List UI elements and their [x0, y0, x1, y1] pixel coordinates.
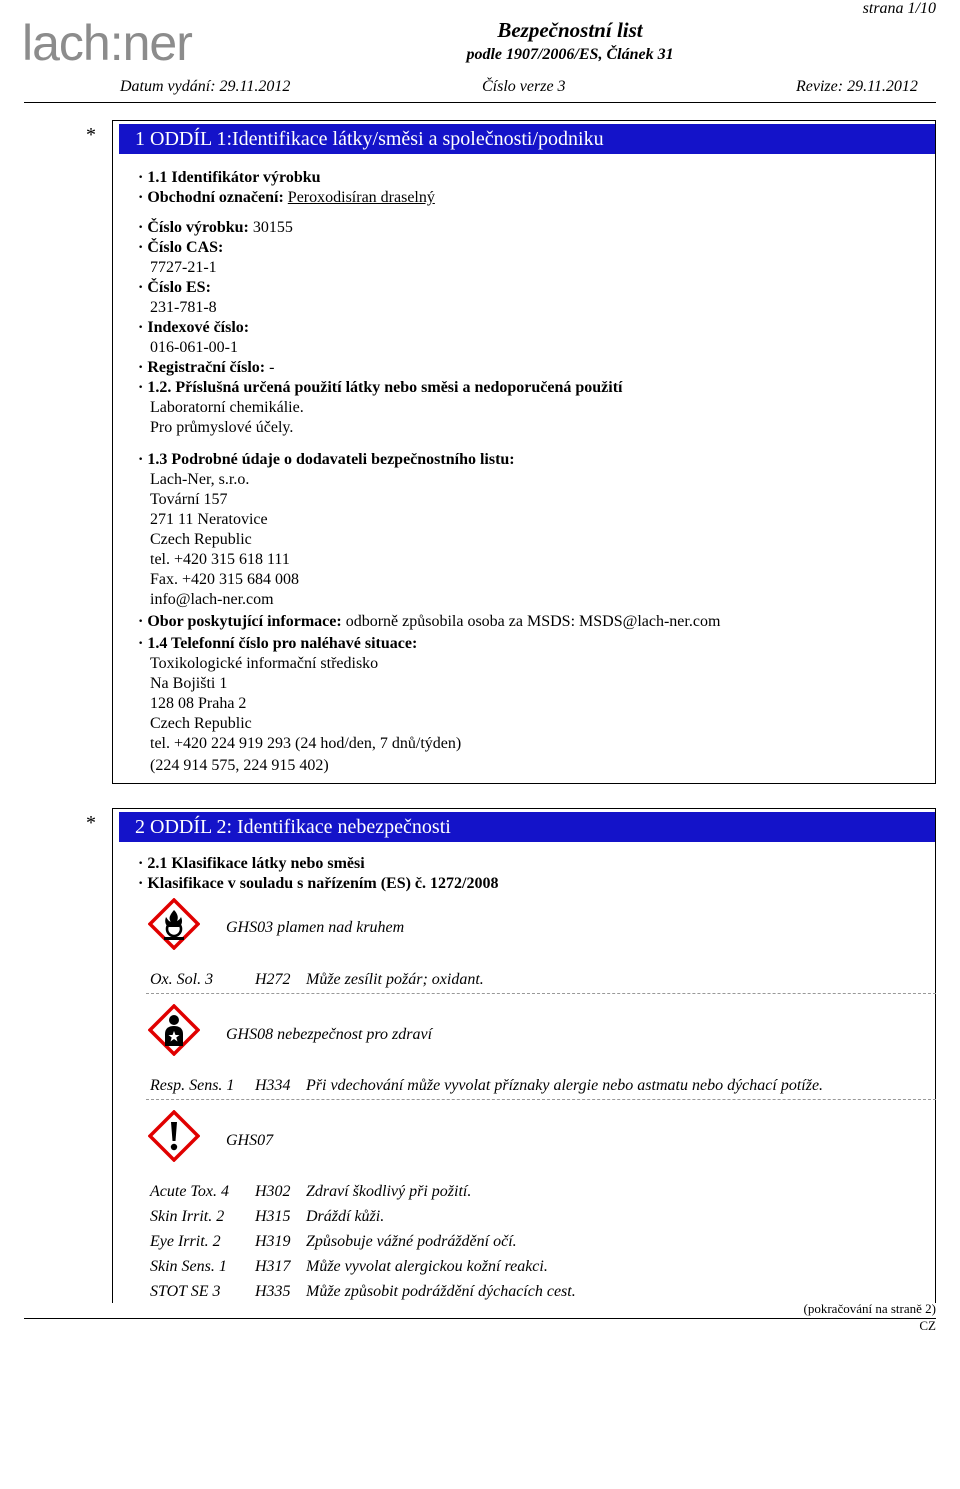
section1-heading: 1 ODDÍL 1:Identifikace látky/směsi a společnosti/podniku	[119, 124, 935, 154]
section1-change-marker: *	[86, 124, 96, 146]
supplier-fax: Fax. +420 315 684 008	[150, 571, 300, 588]
footer-divider	[24, 1318, 936, 1319]
section2-heading: 2 ODDÍL 2: Identifikace nebezpečnosti	[119, 812, 935, 842]
trade-name-label: · Obchodní označení:	[138, 189, 284, 206]
ghs07-row-4-class: Skin Sens. 1	[150, 1258, 227, 1275]
ghs03-h-text: Může zesílit požár; oxidant.	[306, 971, 484, 988]
trade-name-row	[138, 188, 435, 208]
ghs08-class: Resp. Sens. 1	[150, 1077, 235, 1094]
info-contact-label: · Obor poskytující informace:	[138, 613, 342, 630]
info-contact-value: odborně způsobila osoba za MSDS: MSDS@lach-ner.com	[345, 613, 721, 630]
registration-row	[138, 358, 274, 378]
ghs07-row-4-text: Může vyvolat alergickou kožní reakci.	[306, 1258, 548, 1275]
version-number: Číslo verze 3	[482, 78, 566, 95]
emergency-street: Na Bojišti 1	[150, 675, 228, 692]
info-contact-row	[138, 612, 720, 632]
page-number: strana 1/10	[862, 0, 936, 17]
supplier-country: Czech Republic	[150, 531, 252, 548]
company-logo: lach:ner	[22, 15, 192, 71]
index-label: · Indexové číslo:	[138, 319, 250, 336]
ghs08-h-text: Při vdechování může vyvolat příznaky alergie nebo astmatu nebo dýchací potíže.	[306, 1077, 824, 1094]
section2-1-label: · 2.1 Klasifikace látky nebo směsi	[138, 855, 365, 872]
ghs08-label: GHS08 nebezpečnost pro zdraví	[226, 1026, 433, 1043]
es-label: · Číslo ES:	[138, 279, 211, 296]
continued-note: (pokračování na straně 2)	[803, 1301, 936, 1316]
registration-value: -	[269, 359, 275, 376]
ghs07-row-2-text: Dráždí kůži.	[306, 1208, 385, 1225]
supplier-phone: tel. +420 315 618 111	[150, 551, 290, 568]
separator-2	[146, 1099, 936, 1100]
supplier-city: 271 11 Neratovice	[150, 511, 268, 528]
emergency-alt-phones: (224 914 575, 224 915 402)	[150, 757, 329, 774]
registration-label: · Registrační číslo:	[138, 359, 266, 376]
supplier-street: Tovární 157	[150, 491, 228, 508]
separator-1	[146, 993, 936, 994]
health-hazard-icon	[148, 1004, 200, 1056]
section1-1-label: · 1.1 Identifikátor výrobku	[138, 169, 321, 186]
product-number-label: · Číslo výrobku:	[138, 219, 249, 236]
section1-4-label: · 1.4 Telefonní číslo pro naléhavé situace:	[138, 635, 418, 652]
cas-label: · Číslo CAS:	[138, 239, 224, 256]
ghs07-row-1-class: Acute Tox. 4	[150, 1183, 229, 1200]
ghs03-h-code: H272	[255, 971, 291, 988]
ghs03-label: GHS03 plamen nad kruhem	[226, 919, 405, 936]
ghs07-label: GHS07	[226, 1132, 274, 1149]
classification-label: · Klasifikace v souladu s nařízením (ES) č. 1272/2008	[138, 875, 499, 892]
exclamation-mark-icon	[148, 1110, 200, 1162]
document-title: Bezpečnostní list	[497, 18, 643, 42]
emergency-city: 128 08 Praha 2	[150, 695, 247, 712]
product-number-value: 30155	[252, 219, 293, 236]
issue-date: Datum vydání: 29.11.2012	[120, 78, 291, 95]
section1-3-label: · 1.3 Podrobné údaje o dodavateli bezpečnostního listu:	[138, 451, 515, 468]
section2-change-marker: *	[86, 812, 96, 834]
section1-2-label: · 1.2. Příslušná určená použití látky nebo směsi a nedoporučená použití	[138, 379, 623, 396]
use-laboratory: Laboratorní chemikálie.	[150, 399, 304, 416]
ghs07-row-3-text: Způsobuje vážné podráždění očí.	[306, 1233, 517, 1250]
ghs07-row-4-code: H317	[255, 1258, 291, 1275]
use-industrial: Pro průmyslové účely.	[150, 419, 294, 436]
ghs07-row-5-text: Může způsobit podráždění dýchacích cest.	[306, 1283, 576, 1300]
emergency-phone: tel. +420 224 919 293 (24 hod/den, 7 dnů/týden)	[150, 735, 462, 752]
language-code: CZ	[919, 1318, 936, 1333]
supplier-email[interactable]: info@lach-ner.com	[150, 591, 274, 608]
ghs07-row-1-text: Zdraví škodlivý při požití.	[306, 1183, 472, 1200]
ghs03-class: Ox. Sol. 3	[150, 971, 214, 988]
ghs07-row-3-code: H319	[255, 1233, 291, 1250]
cas-value: 7727-21-1	[150, 259, 217, 276]
ghs07-row-1-code: H302	[255, 1183, 291, 1200]
emergency-center: Toxikologické informační středisko	[150, 655, 379, 672]
index-value: 016-061-00-1	[150, 339, 238, 356]
ghs07-row-2-class: Skin Irrit. 2	[150, 1208, 225, 1225]
ghs07-row-5-class: STOT SE 3	[150, 1283, 221, 1300]
revision-date: Revize: 29.11.2012	[796, 78, 918, 95]
ghs07-row-5-code: H335	[255, 1283, 291, 1300]
document-subtitle: podle 1907/2006/ES, Článek 31	[466, 46, 674, 63]
product-number-row	[138, 218, 293, 238]
ghs07-row-3-class: Eye Irrit. 2	[150, 1233, 221, 1250]
emergency-country: Czech Republic	[150, 715, 252, 732]
supplier-name: Lach-Ner, s.r.o.	[150, 471, 250, 488]
es-value: 231-781-8	[150, 299, 217, 316]
ghs07-row-2-code: H315	[255, 1208, 291, 1225]
trade-name-value: Peroxodisíran draselný	[287, 189, 435, 206]
flame-over-circle-icon	[148, 898, 200, 950]
header-divider	[24, 102, 936, 103]
ghs08-h-code: H334	[255, 1077, 291, 1094]
